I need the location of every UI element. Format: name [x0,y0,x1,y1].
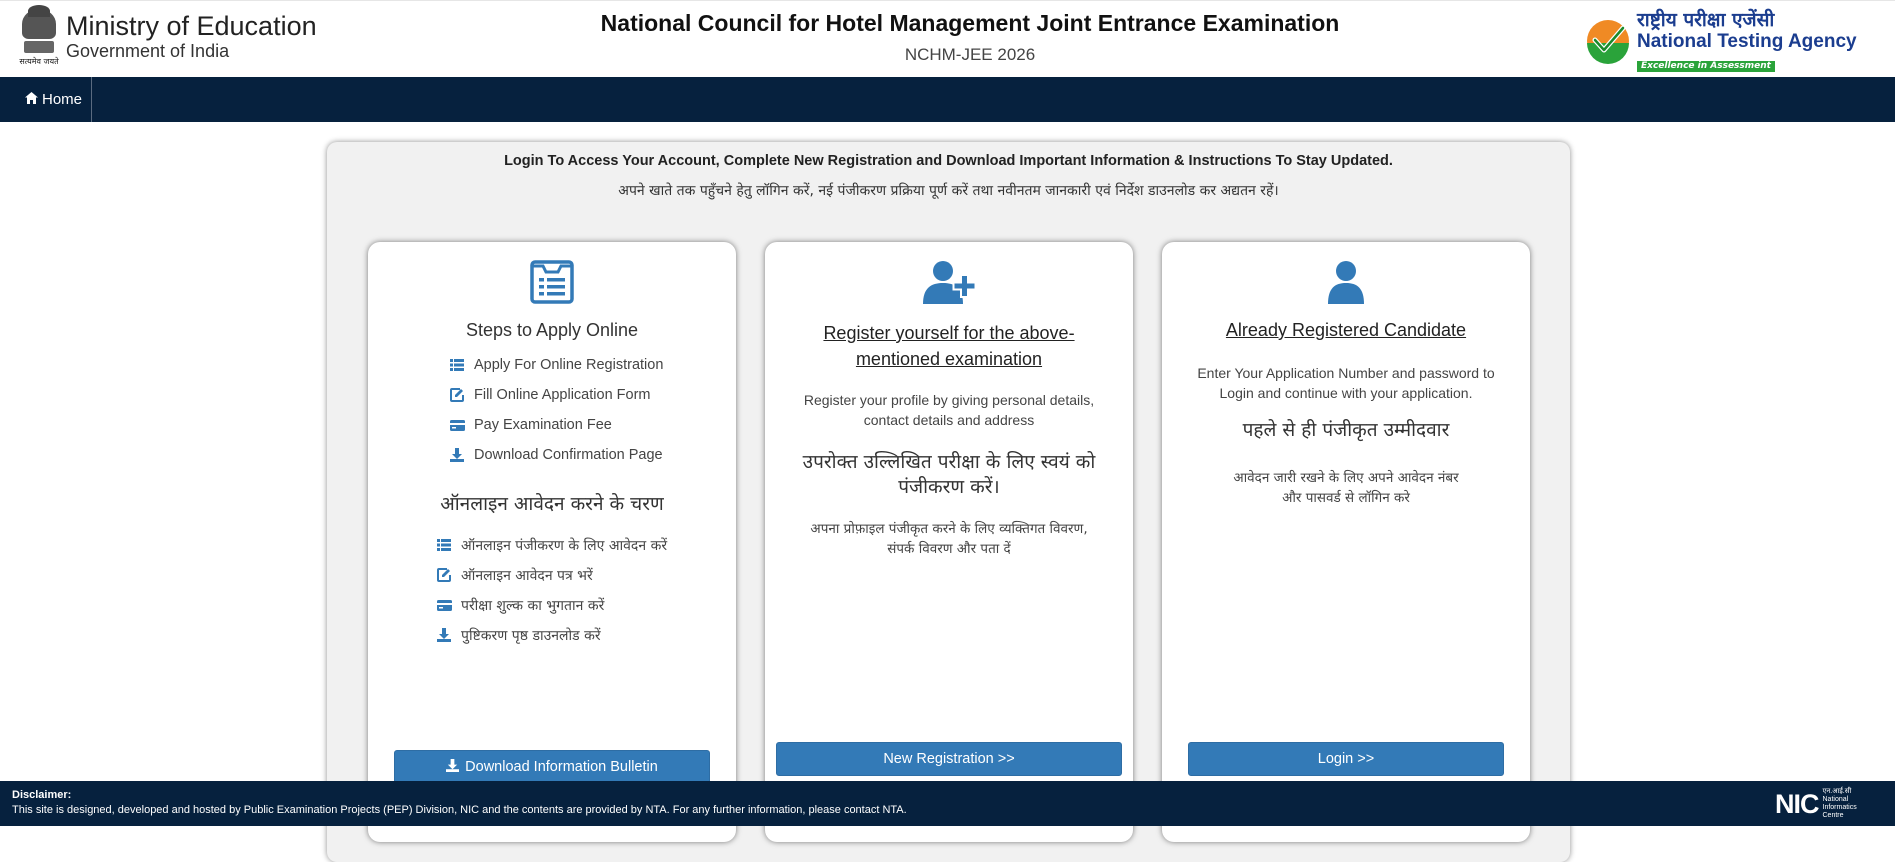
add-user-icon [765,260,1133,304]
user-icon [1162,260,1530,304]
nic-line-3: Centre [1822,812,1844,819]
step-label: Pay Examination Fee [474,417,612,433]
credit-card-icon [440,420,474,431]
exam-title: National Council for Hotel Management Joint Entrance Examination [600,10,1340,36]
list-item [440,410,736,440]
list-item [427,560,736,590]
login-hindi-description: आवेदन जारी रखने के लिए अपने आवेदन नंबर और पासवर्ड से लॉगिन करे [1233,470,1459,506]
ministry-subtitle: Government of India [66,41,230,61]
home-icon [25,91,42,108]
step-label: Apply For Online Registration [474,357,664,373]
download-icon [440,448,474,462]
button-label: Login >> [1317,751,1375,767]
nta-branding [1585,9,1857,72]
new-registration-button[interactable] [776,742,1122,776]
login-button[interactable] [1188,742,1504,776]
edit-icon [427,568,461,582]
nta-hindi-name: राष्ट्रीय परीक्षा एजेंसी [1637,9,1775,31]
register-hindi-title: उपरोक्त उल्लिखित परीक्षा के लिए स्वयं को पंजीकरण करें। [802,451,1096,498]
download-icon [427,628,461,642]
nta-english-name: National Testing Agency [1637,31,1857,52]
list-item [427,620,736,650]
nta-tagline: Excellence in Assessment [1637,61,1775,72]
list-icon [440,359,474,371]
step-label: पुष्टिकरण पृष्ठ डाउनलोड करें [461,627,601,644]
steps-list-english [368,350,736,470]
step-label: Download Confirmation Page [474,447,663,463]
steps-title: Steps to Apply Online [465,320,639,340]
list-item [440,440,736,470]
login-description: Enter Your Application Number and password to Login and continue with your application. [1197,365,1495,401]
steps-hindi-title: ऑनलाइन आवेदन करने के चरण [440,493,664,515]
nic-hindi: एन.आई.सी [1822,788,1852,795]
exam-heading [470,10,1470,65]
login-card [1162,242,1530,842]
nic-logo [1775,788,1857,820]
step-label: Fill Online Application Form [474,387,651,403]
list-item [427,530,736,560]
top-nav [0,77,1895,122]
login-title[interactable]: Already Registered Candidate [1225,320,1467,340]
application-form-icon [368,260,736,304]
credit-card-icon [427,600,461,611]
ministry-branding [14,7,317,73]
home-label: Home [42,91,83,108]
list-item [440,380,736,410]
register-card [765,242,1133,842]
disclaimer-title: Disclaimer: [12,789,72,801]
download-icon [446,759,465,776]
list-item [440,350,736,380]
list-item [427,590,736,620]
list-icon [427,539,461,551]
intro-hindi: अपने खाते तक पहुँचने हेतु लॉगिन करें, नई पंजीकरण प्रक्रिया पूर्ण करें तथा नवीनतम जानकारी एवं निर्देश डाउनलोड कर अद्यतन रहें। [618,183,1279,199]
intro-english: Login To Access Your Account, Complete New Registration and Download Important Information & Instructions To Stay Updated. [504,153,1393,169]
register-hindi-description: अपना प्रोफ़ाइल पंजीकृत करने के लिए व्यक्तिगत विवरण, संपर्क विवरण और पता दें [810,521,1088,557]
nta-logo-icon [1585,18,1631,64]
site-header [0,0,1895,77]
disclaimer-text: This site is designed, developed and hosted by Public Examination Projects (PEP) Division, NIC and the contents are provided by NTA. For any further information, please contact NTA. [12,804,907,816]
emblem-motto: सत्यमेव जयते [19,57,59,66]
step-label: ऑनलाइन आवेदन पत्र भरें [461,567,593,584]
register-description: Register your profile by giving personal details, contact details and address [803,392,1095,428]
steps-card [368,242,736,842]
site-footer [0,781,1895,826]
nic-line-1: National [1822,796,1849,803]
ministry-title: Ministry of Education [66,11,317,41]
national-emblem-icon [14,7,64,73]
exam-code: NCHM-JEE 2026 [904,45,1036,64]
steps-list-hindi [368,530,736,650]
edit-icon [440,388,474,402]
button-label: New Registration >> [883,751,1015,767]
nic-mark: NIC [1775,788,1819,819]
step-label: परीक्षा शुल्क का भुगतान करें [461,597,605,614]
step-label: ऑनलाइन पंजीकरण के लिए आवेदन करें [461,537,668,554]
nav-home-link[interactable] [0,77,92,122]
button-label: Download Information Bulletin [465,759,658,775]
main-panel [327,142,1570,862]
download-bulletin-button[interactable] [394,750,710,784]
nic-line-2: Informatics [1822,804,1857,811]
register-title[interactable]: Register yourself for the above-mentioned examination [823,323,1075,369]
login-hindi-title: पहले से ही पंजीकृत उम्मीदवार [1242,419,1450,441]
